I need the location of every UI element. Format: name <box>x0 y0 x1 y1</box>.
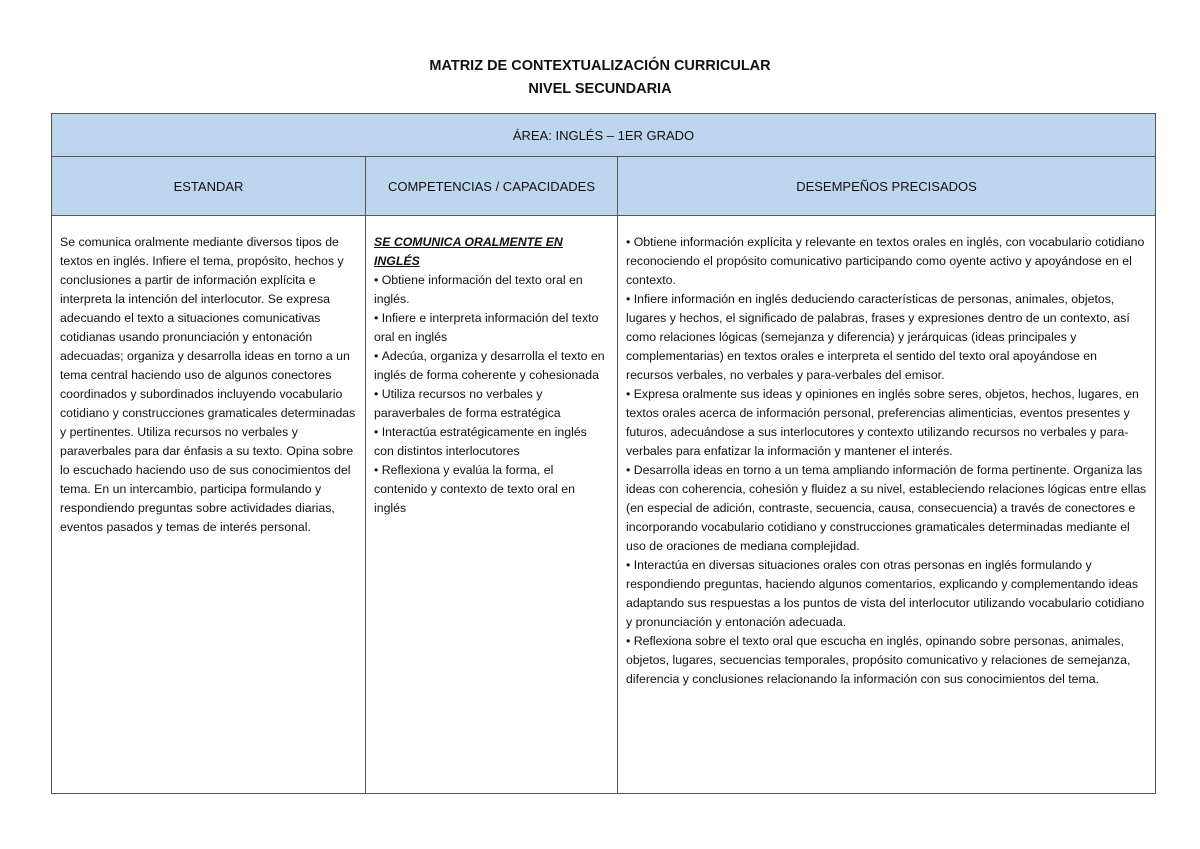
column-header-competencias: COMPETENCIAS / CAPACIDADES <box>366 157 618 216</box>
capacidad-item: • Reflexiona y evalúa la forma, el contenido y contexto de texto oral en inglés <box>374 461 609 518</box>
capacidad-item: • Utiliza recursos no verbales y paraverbales de forma estratégica <box>374 385 609 423</box>
document-subtitle: NIVEL SECUNDARIA <box>528 81 672 97</box>
desempeno-item: • Desarrolla ideas en torno a un tema ampliando información de forma pertinente. Organiza las ideas con coherencia, cohesión y fluidez a su nivel, estableciendo relaciones lógicas entre ellas (en especial de adición, contraste, secuencia, causa, consecuencia) a través de conectores e incorporando vocabulario cotidiano y construcciones gramaticales determinadas mediante el uso de oraciones de mediana complejidad. <box>626 461 1147 556</box>
capacidad-item: • Interactúa estratégicamente en inglés con distintos interlocutores <box>374 423 609 461</box>
capacidad-item: • Adecúa, organiza y desarrolla el texto en inglés de forma coherente y cohesionada <box>374 347 609 385</box>
capacidad-item: • Obtiene información del texto oral en inglés. <box>374 271 609 309</box>
desempenos-cell <box>618 216 1156 794</box>
desempeno-item: • Reflexiona sobre el texto oral que escucha en inglés, opinando sobre personas, animales, objetos, lugares, secuencias temporales, propósito comunicativo y relaciones de semejanza, diferencia y conclusiones relacionando la información con sus conocimientos del tema. <box>626 632 1147 689</box>
column-header-desempenos: DESEMPEÑOS PRECISADOS <box>618 157 1156 216</box>
desempeno-item: • Obtiene información explícita y relevante en textos orales en inglés, con vocabulario cotidiano reconociendo el propósito comunicativo participando como oyente activo y apoyándose en el contexto. <box>626 233 1147 290</box>
curriculum-matrix-table <box>51 113 1156 794</box>
desempeno-item: • Expresa oralmente sus ideas y opiniones en inglés sobre seres, objetos, hechos, lugares, en textos orales acerca de información personal, preferencias alimenticias, eventos presentes y futuros, adecuándose a sus interlocutores y contexto utilizando recursos no verbales y para-verbales para enfatizar la información y mantener el interés. <box>626 385 1147 461</box>
document-title: MATRIZ DE CONTEXTUALIZACIÓN CURRICULAR <box>429 58 771 74</box>
estandar-cell <box>52 216 366 794</box>
column-header-estandar: ESTANDAR <box>52 157 366 216</box>
capacidad-item: • Infiere e interpreta información del texto oral en inglés <box>374 309 609 347</box>
desempeno-item: • Interactúa en diversas situaciones orales con otras personas en inglés formulando y respondiendo preguntas, haciendo algunos comentarios, explicando y complementando ideas adaptando sus respuestas a los puntos de vista del interlocutor utilizando vocabulario cotidiano y pronunciación y entonación adecuada. <box>626 556 1147 632</box>
area-header: ÁREA: INGLÉS – 1ER GRADO <box>52 114 1156 157</box>
competencias-cell <box>366 216 618 794</box>
desempeno-item: • Infiere información en inglés deduciendo características de personas, animales, objetos, lugares y hechos, el significado de palabras, frases y expresiones dentro de un contexto, así como relaciones lógicas (semejanza y diferencia) y jerárquicas (ideas principales y complementarias) en textos orales e interpreta el sentido del texto oral apoyándose en recursos verbales, no verbales y para-verbales del emisor. <box>626 290 1147 385</box>
competencia-title: SE COMUNICA ORALMENTE EN INGLÉS <box>374 235 563 268</box>
estandar-text: Se comunica oralmente mediante diversos tipos de textos en inglés. Infiere el tema, propósito, hechos y conclusiones a partir de información explícita e interpreta la intención del interlocutor. Se expresa adecuando el texto a situaciones comunicativas cotidianas usando pronunciación y entonación adecuadas; organiza y desarrolla ideas en torno a un tema central haciendo uso de algunos conectores coordinados y subordinados incluyendo vocabulario cotidiano y construcciones gramaticales determinadas y pertinentes. Utiliza recursos no verbales y paraverbales para dar énfasis a su texto. Opina sobre lo escuchado haciendo uso de sus conocimientos del tema. En un intercambio, participa formulando y respondiendo preguntas sobre actividades diarias, eventos pasados y temas de interés personal. <box>60 235 356 534</box>
